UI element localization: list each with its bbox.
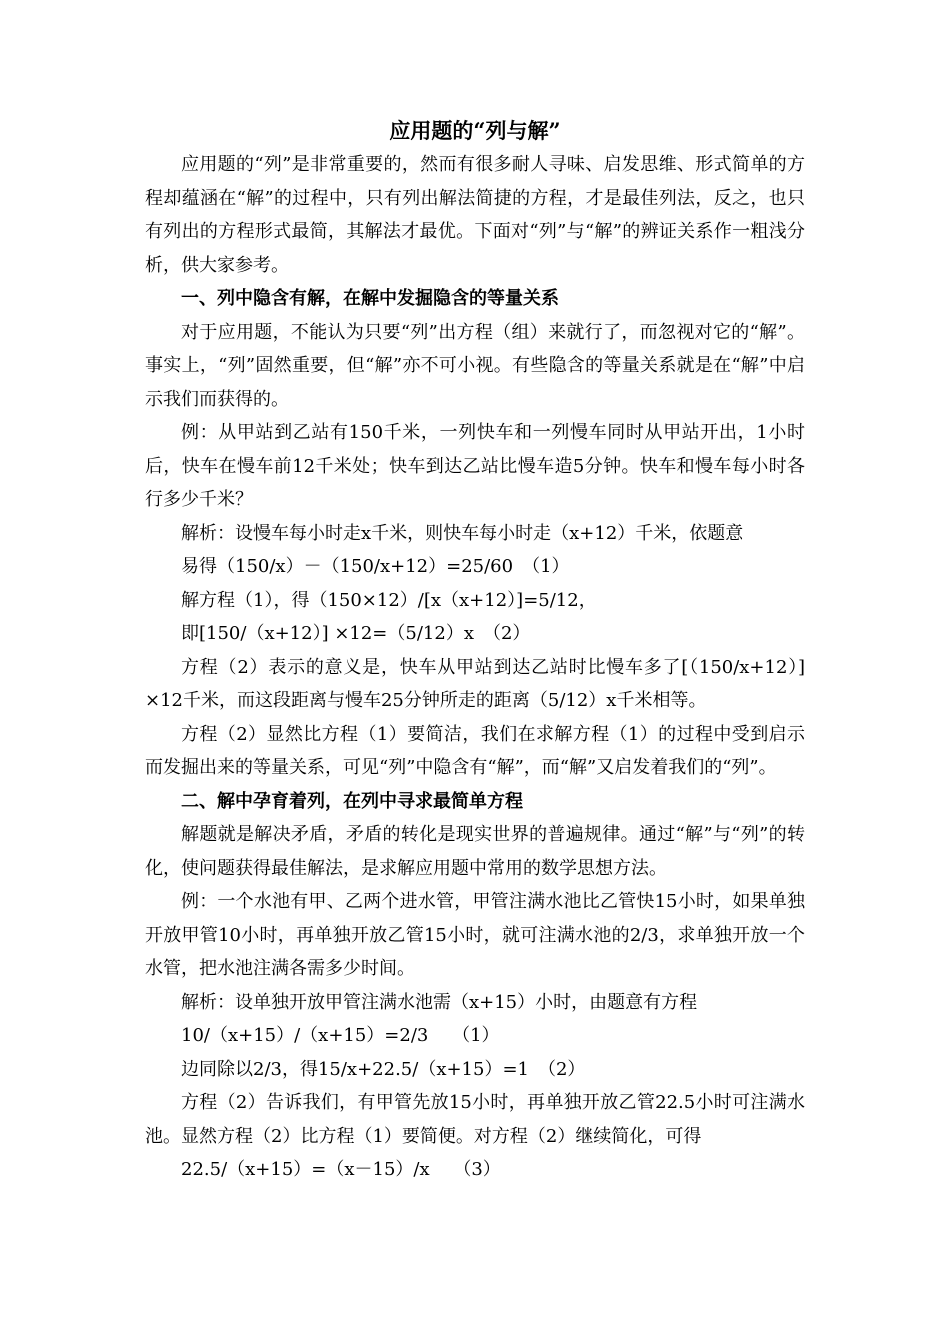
section-1-heading: 一、列中隐含有解，在解中发掘隐含的等量关系: [181, 288, 559, 309]
section-2-heading: 二、解中孕育着列，在列中寻求最简单方程: [181, 790, 523, 812]
section-1-conclusion: 方程（2）显然比方程（1）要简洁，我们在求解方程（1）的过程中受到启示而发掘出来的等量关系，可见“列”中隐含有“解”，而“解”又启发着我们的“列”。: [145, 723, 805, 778]
section-1-analysis: 解析：设慢车每小时走x千米，则快车每小时走（x+12）千米，依题意: [181, 522, 744, 544]
section-1-equation-2: 解方程（1），得（150×12）/[x（x+12）]=5/12，: [181, 589, 597, 611]
section-2-equation-1: 10/（x+15）/（x+15）=2/3 （1）: [181, 1025, 500, 1046]
document-body: [145, 148, 805, 1187]
section-2-analysis: 解析：设单独开放甲管注满水池需（x+15）小时，由题意有方程: [181, 991, 698, 1013]
section-2-equation-3: 22.5/（x+15）=（x－15）/x （3）: [181, 1159, 501, 1180]
section-1-paragraph: 对于应用题，不能认为只要“列”出方程（组）来就行了，而忽视对它的“解”。事实上，“列”固然重要，但“解”亦不可小视。有些隐含的等量关系就是在“解”中启示我们而获得的。: [145, 321, 805, 410]
section-2-paragraph: 解题就是解决矛盾，矛盾的转化是现实世界的普遍规律。通过“解”与“列”的转化，使问题获得最佳解法，是求解应用题中常用的数学思想方法。: [145, 824, 805, 879]
section-2-equation-2: 边同除以2/3，得15/x+22.5/（x+15）=1 （2）: [181, 1058, 586, 1080]
document-title: 应用题的“列与解”: [389, 118, 561, 143]
section-1-equation-3: 即[150/（x+12）] ×12=（5/12）x （2）: [181, 623, 531, 644]
section-2-explanation: 方程（2）告诉我们，有甲管先放15小时，再单独开放乙管22.5小时可注满水池。显然方程（2）比方程（1）要简便。对方程（2）继续简化，可得: [145, 1092, 805, 1147]
section-1-equation-1: 易得（150/x）－（150/x+12）=25/60 （1）: [181, 556, 570, 577]
section-1-example: 例：从甲站到乙站有150千米，一列快车和一列慢车同时从甲站开出，1小时后，快车在慢车前12千米处；快车到达乙站比慢车造5分钟。快车和慢车每小时各行多少千米？: [145, 422, 805, 510]
section-1-explanation: 方程（2）表示的意义是，快车从甲站到达乙站时比慢车多了[（150/x+12）] ×12千米，而这段距离与慢车25分钟所走的距离（5/12）x千米相等。: [145, 656, 805, 711]
intro-paragraph: 应用题的“列”是非常重要的，然而有很多耐人寻味、启发思维、形式简单的方程却蕴涵在“解”的过程中，只有列出解法简捷的方程，才是最佳列法，反之，也只有列出的方程形式最简，其解法才最优。下面对“列”与“解”的辨证关系作一粗浅分析，供大家参考。: [145, 154, 805, 276]
section-2-example: 例：一个水池有甲、乙两个进水管，甲管注满水池比乙管快15小时，如果单独开放甲管10小时，再单独开放乙管15小时，就可注满水池的2/3，求单独开放一个水管，把水池注满各需多少时间。: [145, 891, 805, 979]
